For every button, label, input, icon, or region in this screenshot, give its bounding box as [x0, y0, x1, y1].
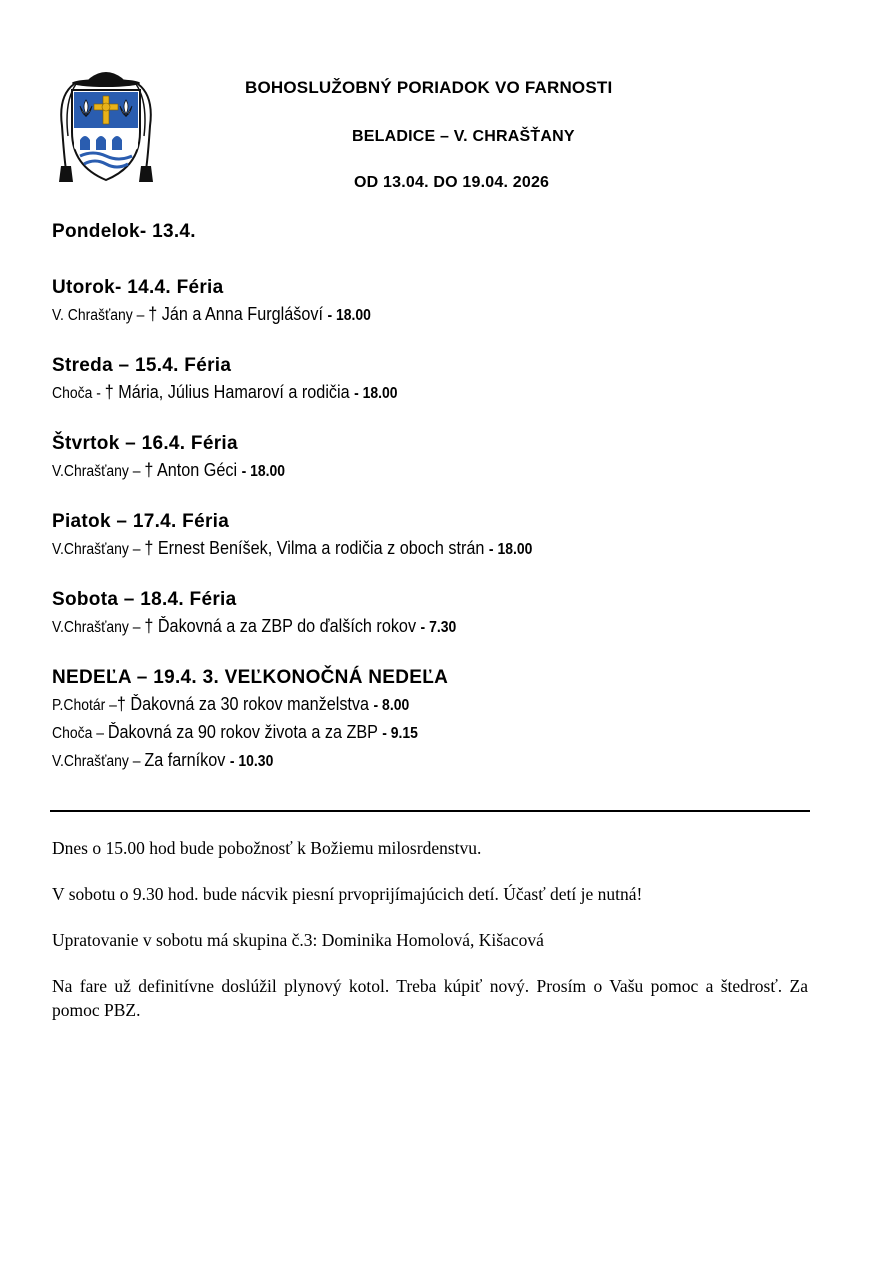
mass-entry: [52, 535, 754, 563]
mass-entry: [52, 301, 754, 329]
day-heading: Sobota – 18.4. Féria: [52, 589, 237, 610]
mass-entry: [52, 747, 754, 775]
mass-intention: † Anton Géci: [144, 460, 242, 480]
mass-place: V. Chrašťany –: [52, 307, 149, 324]
day-heading: Štvrtok – 16.4. Féria: [52, 433, 238, 454]
day-heading: NEDEĽA – 19.4. 3. VEĽKONOČNÁ NEDEĽA: [52, 667, 449, 688]
mass-intention: Ďakovná za 90 rokov života a za ZBP: [107, 722, 383, 742]
day-tuesday: [52, 275, 832, 329]
mass-intention: † Ján a Anna Furglášoví: [148, 304, 328, 324]
mass-entry: [52, 719, 754, 747]
mass-entry: [52, 691, 754, 719]
parish-name: BELADICE – V. CHRAŠŤANY: [352, 128, 575, 145]
mass-time: - 18.00: [488, 541, 533, 558]
mass-time: - 7.30: [420, 619, 457, 636]
mass-entry: [52, 613, 754, 641]
mass-intention: † Ďakovná a za ZBP do ďalších rokov: [144, 616, 421, 636]
mass-place: Choča -: [52, 385, 105, 402]
announcements: [52, 836, 808, 1044]
mass-time: - 18.00: [327, 307, 371, 324]
mass-schedule: [52, 219, 832, 775]
mass-place: Choča –: [52, 725, 108, 742]
mass-entry: [52, 457, 754, 485]
mass-time: - 18.00: [354, 385, 398, 402]
day-thursday: [52, 431, 832, 485]
mass-entry: [52, 379, 754, 407]
day-monday: [52, 219, 832, 245]
announcement: V sobotu o 9.30 hod. bude nácvik piesní prvoprijímajúcich detí. Účasť detí je nutná!: [52, 884, 643, 904]
day-friday: [52, 509, 832, 563]
mass-intention: † Ernest Beníšek, Vilma a rodičia z oboch strán: [144, 538, 489, 558]
day-heading: Streda – 15.4. Féria: [52, 355, 232, 376]
announcement: Upratovanie v sobotu má skupina č.3: Dominika Homolová, Kišacová: [52, 930, 544, 950]
mass-intention: † Mária, Július Hamaroví a rodičia: [104, 382, 355, 402]
day-heading: Piatok – 17.4. Féria: [52, 511, 230, 532]
mass-place: P.Chotár –: [52, 697, 117, 714]
mass-time: - 9.15: [382, 725, 418, 742]
day-heading: Pondelok- 13.4.: [52, 221, 196, 242]
coat-of-arms-icon: [52, 66, 160, 186]
day-heading: Utorok- 14.4. Féria: [52, 277, 224, 298]
mass-place: V.Chrašťany –: [52, 753, 145, 770]
mass-place: V.Chrašťany –: [52, 463, 145, 480]
page-title: BOHOSLUŽOBNÝ PORIADOK VO FARNOSTI: [245, 78, 613, 97]
day-wednesday: [52, 353, 832, 407]
divider: [50, 810, 810, 812]
day-saturday: [52, 587, 832, 641]
mass-place: V.Chrašťany –: [52, 619, 145, 636]
mass-place: V.Chrašťany –: [52, 541, 145, 558]
mass-time: - 18.00: [241, 463, 286, 480]
mass-time: - 8.00: [373, 697, 410, 714]
mass-time: - 10.30: [229, 753, 274, 770]
announcement: Dnes o 15.00 hod bude pobožnosť k Božiemu milosrdenstvu.: [52, 838, 482, 858]
mass-intention: † Ďakovná za 30 rokov manželstva: [116, 694, 374, 714]
date-range: OD 13.04. DO 19.04. 2026: [354, 174, 550, 191]
mass-intention: Za farníkov: [144, 750, 230, 770]
announcement: Na fare už definitívne doslúžil plynový kotol. Treba kúpiť nový. Prosím o Vašu pomoc a štedrosť. Za pomoc PBZ.: [52, 976, 808, 1020]
day-sunday: [52, 665, 832, 775]
